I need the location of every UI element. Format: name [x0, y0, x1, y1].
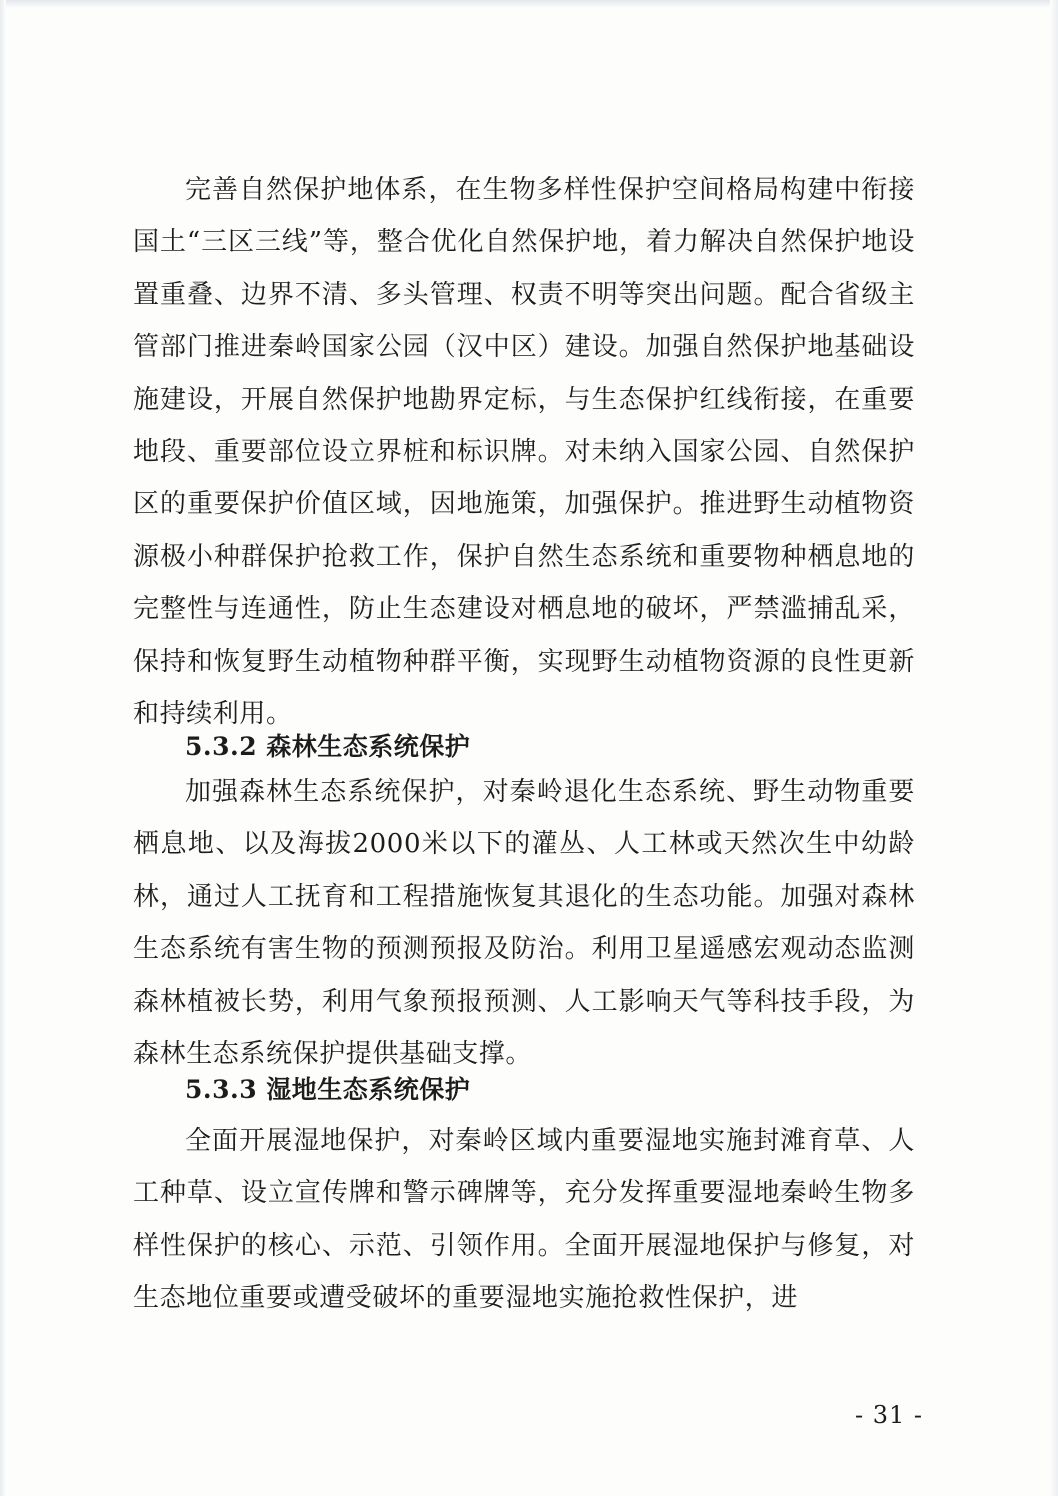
paragraph-forest	[133, 766, 915, 1080]
paragraph-text: 完善自然保护地体系，在生物多样性保护空间格局构建中衔接国土“三区三线”等，整合优化自然保护地，着力解决自然保护地设置重叠、边界不清、多头管理、权责不明等突出问题。配合省级主管部门推进秦岭国家公园（汉中区）建设。加强自然保护地基础设施建设，开展自然保护地勘界定标，与生态保护红线衔接，在重要地段、重要部位设立界桩和标识牌。对未纳入国家公园、自然保护区的重要保护价值区域，因地施策，加强保护。推进野生动植物资源极小种群保护抢救工作，保护自然生态系统和重要物种栖息地的完整性与连通性，防止生态建设对栖息地的破坏，严禁滥捕乱采，保持和恢复野生动植物种群平衡，实现野生动植物资源的良性更新和持续利用。	[133, 175, 915, 730]
section-heading-wetland: 5.3.3 湿地生态系统保护	[185, 1075, 471, 1104]
paragraph-protected-areas	[133, 164, 915, 740]
paragraph-text: 加强森林生态系统保护，对秦岭退化生态系统、野生动物重要栖息地、以及海拔2000米以下的灌丛、人工林或天然次生中幼龄林，通过人工抚育和工程措施恢复其退化的生态功能。加强对森林生态系统有害生物的预测预报及防治。利用卫星遥感宏观动态监测森林植被长势，利用气象预报预测、人工影响天气等科技手段，为森林生态系统保护提供基础支撑。	[133, 777, 915, 1070]
scan-right-edge	[1050, 0, 1058, 1496]
page-number: - 31 -	[854, 1401, 923, 1429]
paragraph-text: 全面开展湿地保护，对秦岭区域内重要湿地实施封滩育草、人工种草、设立宣传牌和警示碑牌等，充分发挥重要湿地秦岭生物多样性保护的核心、示范、引领作用。全面开展湿地保护与修复，对生态地位重要或遭受破坏的重要湿地实施抢救性保护，进	[133, 1126, 915, 1314]
paragraph-wetland	[133, 1115, 915, 1325]
section-heading-forest: 5.3.2 森林生态系统保护	[185, 732, 471, 761]
scan-top-edge	[0, 0, 1058, 8]
scan-left-edge	[0, 0, 6, 1496]
